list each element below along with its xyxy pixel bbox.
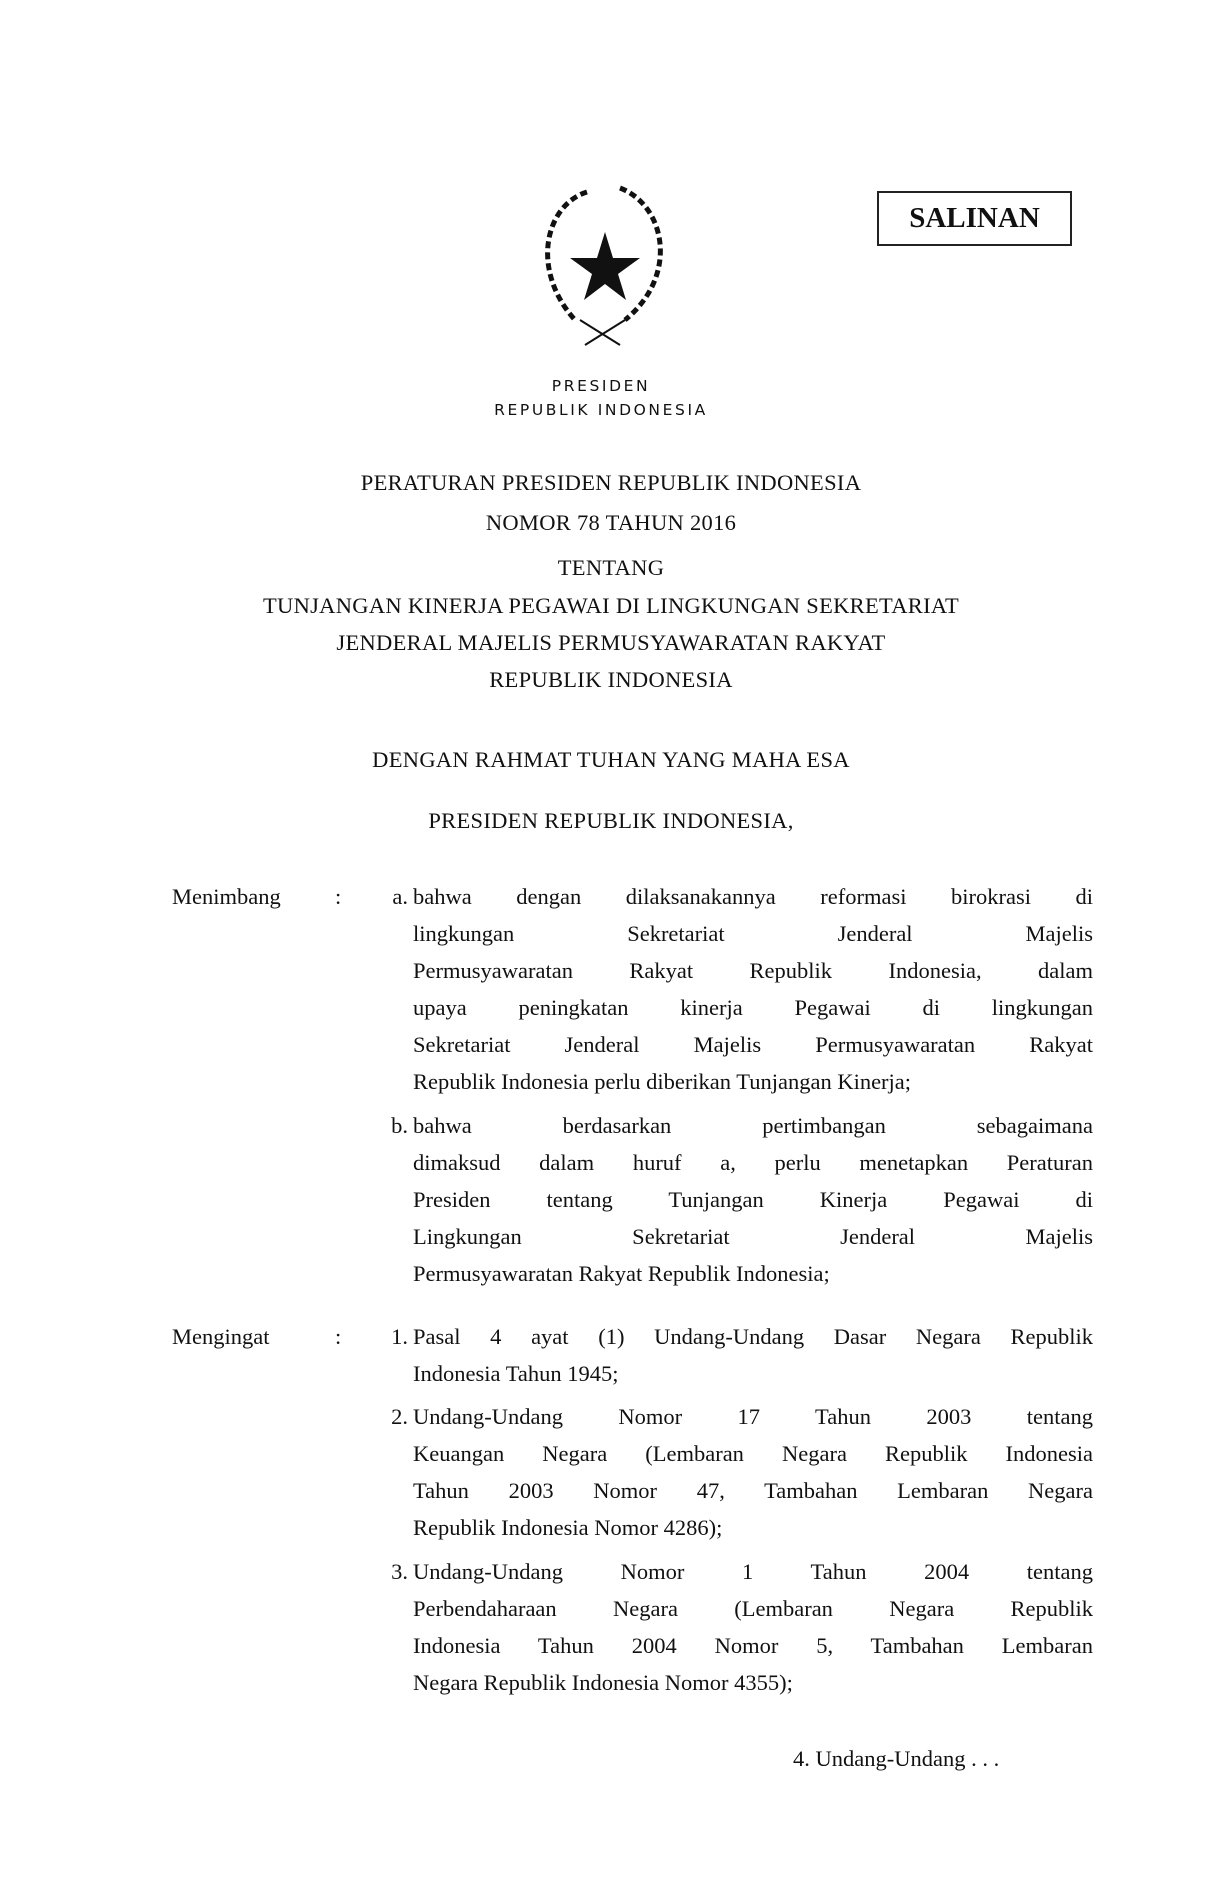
colon: :	[335, 884, 342, 909]
star-icon	[570, 232, 640, 300]
item-marker: 2.	[391, 1404, 408, 1429]
text-line: Tahun 2003 Nomor 47, Tambahan Lembaran Negara	[413, 1478, 1093, 1503]
text-line: Permusyawaratan Rakyat Republik Indonesia, dalam	[413, 958, 1093, 983]
title-line: NOMOR 78 TAHUN 2016	[485, 510, 737, 535]
text-line: Indonesia Tahun 2004 Nomor 5, Tambahan Lembaran	[413, 1633, 1093, 1658]
menimbang-item-b	[413, 1107, 1093, 1292]
preamble: DENGAN RAHMAT TUHAN YANG MAHA ESA	[372, 747, 850, 772]
text-line: bahwa dengan dilaksanakannya reformasi birokrasi di	[413, 884, 1093, 909]
text-line: Keuangan Negara (Lembaran Negara Republik Indonesia	[413, 1441, 1093, 1466]
text-line: Perbendaharaan Negara (Lembaran Negara Republik	[413, 1596, 1093, 1621]
letterhead-president: PRESIDEN	[551, 377, 651, 395]
title-line: TUNJANGAN KINERJA PEGAWAI DI LINGKUNGAN SEKRETARIAT	[262, 593, 960, 618]
item-marker: b.	[391, 1113, 408, 1138]
text-line: Sekretariat Jenderal Majelis Permusyawaratan Rakyat	[413, 1032, 1093, 1057]
presidential-emblem	[525, 180, 685, 350]
text-line: Undang-Undang Nomor 1 Tahun 2004 tentang	[413, 1559, 1093, 1584]
item-marker: 3.	[391, 1559, 408, 1584]
mengingat-item-3	[413, 1553, 1093, 1701]
text-line: Pasal 4 ayat (1) Undang-Undang Dasar Negara Republik	[413, 1324, 1093, 1349]
text-line: Indonesia Tahun 1945;	[413, 1361, 619, 1386]
letterhead-republic: REPUBLIK INDONESIA	[494, 401, 708, 419]
menimbang-label: Menimbang	[172, 884, 281, 909]
text-line: Undang-Undang Nomor 17 Tahun 2003 tentang	[413, 1404, 1093, 1429]
mengingat-label: Mengingat	[172, 1324, 270, 1349]
president-heading: PRESIDEN REPUBLIK INDONESIA,	[428, 808, 794, 833]
text-line: upaya peningkatan kinerja Pegawai di lingkungan	[413, 995, 1093, 1020]
text-line: Republik Indonesia perlu diberikan Tunjangan Kinerja;	[413, 1069, 912, 1094]
colon: :	[335, 1324, 342, 1349]
title-line: TENTANG	[557, 555, 665, 580]
text-line: Permusyawaratan Rakyat Republik Indonesia;	[413, 1261, 830, 1286]
mengingat-item-1	[413, 1318, 1093, 1392]
text-line: Negara Republik Indonesia Nomor 4355);	[413, 1670, 793, 1695]
text-line: Lingkungan Sekretariat Jenderal Majelis	[413, 1224, 1093, 1249]
title-line: PERATURAN PRESIDEN REPUBLIK INDONESIA	[360, 470, 862, 495]
salinan-stamp: SALINAN	[877, 191, 1072, 246]
menimbang-item-a	[413, 878, 1093, 1100]
text-line: Presiden tentang Tunjangan Kinerja Pegawai di	[413, 1187, 1093, 1212]
mengingat-item-2	[413, 1398, 1093, 1546]
page-continuation: 4. Undang-Undang . . .	[793, 1746, 1000, 1771]
item-marker: 1.	[391, 1324, 408, 1349]
title-line: REPUBLIK INDONESIA	[489, 667, 733, 692]
text-line: Republik Indonesia Nomor 4286);	[413, 1515, 723, 1540]
text-line: bahwa berdasarkan pertimbangan sebagaimana	[413, 1113, 1093, 1138]
text-line: lingkungan Sekretariat Jenderal Majelis	[413, 921, 1093, 946]
title-line: JENDERAL MAJELIS PERMUSYAWARATAN RAKYAT	[336, 630, 886, 655]
text-line: dimaksud dalam huruf a, perlu menetapkan Peraturan	[413, 1150, 1093, 1175]
item-marker: a.	[392, 884, 408, 909]
